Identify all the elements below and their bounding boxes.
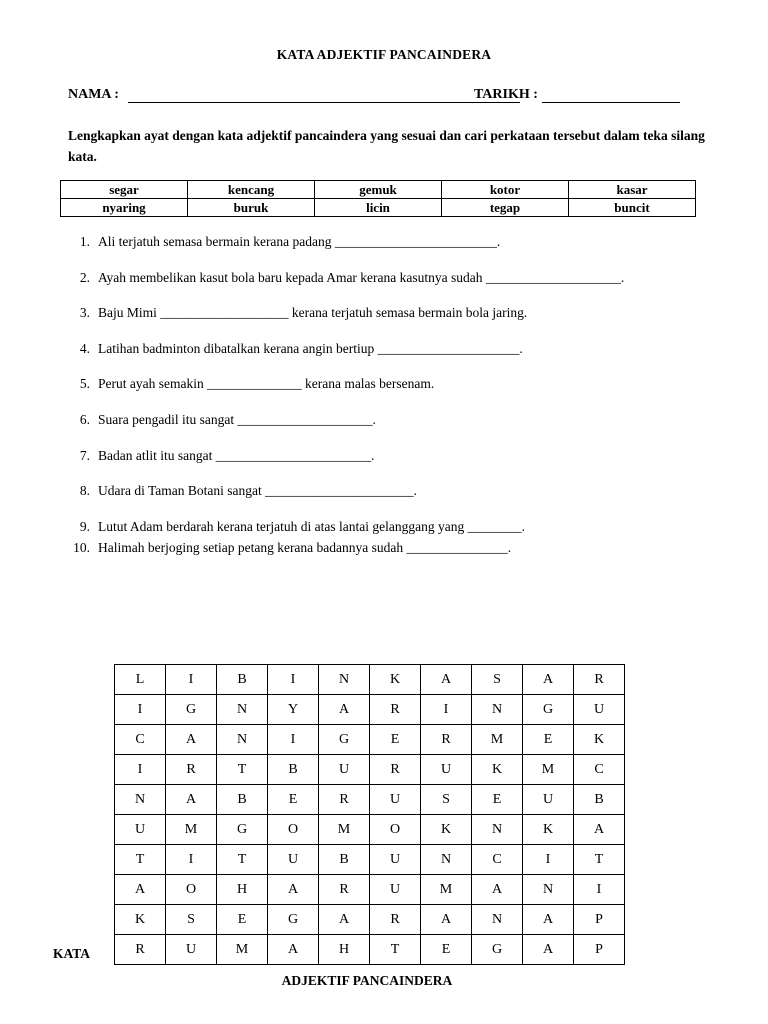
grid-cell: P bbox=[574, 905, 625, 935]
grid-cell: B bbox=[217, 785, 268, 815]
worksheet-title: KATA ADJEKTIF PANCAINDERA bbox=[276, 47, 492, 62]
question-item bbox=[60, 540, 511, 556]
grid-cell: B bbox=[319, 845, 370, 875]
grid-cell: G bbox=[523, 695, 574, 725]
grid-cell: I bbox=[523, 845, 574, 875]
question-number: 3. bbox=[79, 305, 90, 320]
grid-cell: A bbox=[166, 725, 217, 755]
grid-cell: A bbox=[523, 665, 574, 695]
grid-cell: O bbox=[370, 815, 421, 845]
grid-cell: A bbox=[166, 785, 217, 815]
question-number: 8. bbox=[79, 483, 90, 498]
grid-cell: A bbox=[319, 695, 370, 725]
grid-cell: U bbox=[166, 935, 217, 965]
grid-cell: M bbox=[217, 935, 268, 965]
grid-row bbox=[115, 935, 625, 965]
question-item bbox=[60, 483, 417, 499]
grid-cell: A bbox=[574, 815, 625, 845]
grid-cell: S bbox=[472, 665, 523, 695]
grid-cell: E bbox=[370, 725, 421, 755]
grid-cell: I bbox=[574, 875, 625, 905]
grid-cell: K bbox=[472, 755, 523, 785]
grid-cell: N bbox=[217, 725, 268, 755]
grid-cell: T bbox=[217, 845, 268, 875]
word-bank-cell: nyaring bbox=[61, 199, 188, 217]
grid-cell: R bbox=[370, 755, 421, 785]
grid-cell: M bbox=[523, 755, 574, 785]
word-bank-row bbox=[61, 181, 696, 199]
grid-cell: A bbox=[268, 875, 319, 905]
grid-row bbox=[115, 815, 625, 845]
question-number: 10. bbox=[73, 540, 90, 555]
question-item bbox=[60, 519, 525, 535]
grid-row bbox=[115, 905, 625, 935]
instruction-text: Lengkapkan ayat dengan kata adjektif pancaindera yang sesuai dan cari perkataan tersebut dalam teka silang kata. bbox=[68, 128, 705, 164]
grid-cell: T bbox=[115, 845, 166, 875]
question-text: Ayah membelikan kasut bola baru kepada Amar kerana kasutnya sudah ____________________. bbox=[98, 270, 625, 285]
word-bank-cell: tegap bbox=[442, 199, 569, 217]
grid-cell: I bbox=[268, 725, 319, 755]
grid-cell: K bbox=[574, 725, 625, 755]
grid-cell: H bbox=[217, 875, 268, 905]
question-item bbox=[60, 376, 434, 392]
question-item bbox=[60, 341, 523, 357]
question-item bbox=[60, 412, 376, 428]
grid-cell: R bbox=[319, 875, 370, 905]
grid-cell: G bbox=[268, 905, 319, 935]
grid-row bbox=[115, 665, 625, 695]
grid-cell: I bbox=[268, 665, 319, 695]
grid-cell: T bbox=[370, 935, 421, 965]
grid-cell: U bbox=[268, 845, 319, 875]
grid-cell: N bbox=[115, 785, 166, 815]
grid-cell: P bbox=[574, 935, 625, 965]
grid-cell: N bbox=[523, 875, 574, 905]
word-bank-cell: licin bbox=[315, 199, 442, 217]
question-text: Baju Mimi ___________________ kerana terjatuh semasa bermain bola jaring. bbox=[98, 305, 528, 320]
grid-cell: U bbox=[421, 755, 472, 785]
grid-cell: A bbox=[115, 875, 166, 905]
grid-cell: I bbox=[421, 695, 472, 725]
question-text: Perut ayah semakin ______________ kerana malas bersenam. bbox=[98, 376, 435, 391]
word-bank-cell: segar bbox=[61, 181, 188, 199]
grid-cell: C bbox=[574, 755, 625, 785]
grid-cell: B bbox=[217, 665, 268, 695]
grid-cell: R bbox=[370, 905, 421, 935]
grid-cell: K bbox=[370, 665, 421, 695]
grid-cell: M bbox=[421, 875, 472, 905]
grid-cell: A bbox=[319, 905, 370, 935]
name-label: NAMA : bbox=[68, 87, 119, 102]
question-text: Suara pengadil itu sangat ____________________. bbox=[98, 412, 376, 427]
grid-cell: A bbox=[421, 905, 472, 935]
grid-cell: U bbox=[115, 815, 166, 845]
grid-cell: U bbox=[370, 845, 421, 875]
grid-cell: R bbox=[421, 725, 472, 755]
name-blank-line bbox=[128, 102, 520, 103]
question-item bbox=[60, 270, 624, 286]
date-label: TARIKH : bbox=[474, 87, 538, 102]
question-text: Badan atlit itu sangat _______________________. bbox=[98, 448, 375, 463]
word-bank-row bbox=[61, 199, 696, 217]
grid-cell: B bbox=[574, 785, 625, 815]
grid-cell: G bbox=[217, 815, 268, 845]
grid-cell: B bbox=[268, 755, 319, 785]
grid-row bbox=[115, 725, 625, 755]
grid-cell: R bbox=[574, 665, 625, 695]
grid-row bbox=[115, 785, 625, 815]
grid-cell: A bbox=[268, 935, 319, 965]
word-bank-cell: kotor bbox=[442, 181, 569, 199]
grid-cell: N bbox=[217, 695, 268, 725]
grid-row bbox=[115, 845, 625, 875]
grid-cell: K bbox=[421, 815, 472, 845]
question-number: 6. bbox=[79, 412, 90, 427]
grid-cell: N bbox=[472, 905, 523, 935]
question-text: Halimah berjoging setiap petang kerana badannya sudah _______________. bbox=[98, 540, 512, 555]
grid-cell: N bbox=[472, 815, 523, 845]
word-search-grid bbox=[114, 664, 625, 965]
grid-cell: T bbox=[574, 845, 625, 875]
grid-cell: N bbox=[421, 845, 472, 875]
date-blank-line bbox=[542, 102, 680, 103]
question-item bbox=[60, 234, 500, 250]
grid-cell: K bbox=[115, 905, 166, 935]
grid-cell: Y bbox=[268, 695, 319, 725]
grid-cell: E bbox=[472, 785, 523, 815]
grid-cell: E bbox=[421, 935, 472, 965]
grid-cell: L bbox=[115, 665, 166, 695]
question-text: Udara di Taman Botani sangat ______________________. bbox=[98, 483, 418, 498]
grid-cell: N bbox=[319, 665, 370, 695]
grid-cell: G bbox=[166, 695, 217, 725]
grid-cell: M bbox=[166, 815, 217, 845]
grid-cell: I bbox=[115, 695, 166, 725]
question-text: Latihan badminton dibatalkan kerana angin bertiup _____________________. bbox=[98, 341, 523, 356]
grid-cell: N bbox=[472, 695, 523, 725]
grid-cell: A bbox=[523, 935, 574, 965]
grid-cell: U bbox=[574, 695, 625, 725]
grid-cell: I bbox=[115, 755, 166, 785]
grid-cell: R bbox=[370, 695, 421, 725]
footer-kata-label: KATA bbox=[53, 946, 90, 961]
question-text: Lutut Adam berdarah kerana terjatuh di atas lantai gelanggang yang ________. bbox=[98, 519, 525, 534]
grid-cell: G bbox=[472, 935, 523, 965]
word-bank-cell: kasar bbox=[569, 181, 696, 199]
grid-cell: R bbox=[115, 935, 166, 965]
grid-cell: R bbox=[166, 755, 217, 785]
grid-cell: S bbox=[421, 785, 472, 815]
word-bank-table bbox=[60, 180, 696, 217]
grid-cell: U bbox=[319, 755, 370, 785]
grid-cell: O bbox=[268, 815, 319, 845]
word-bank-cell: kencang bbox=[188, 181, 315, 199]
grid-cell: M bbox=[319, 815, 370, 845]
grid-cell: S bbox=[166, 905, 217, 935]
question-number: 2. bbox=[79, 270, 90, 285]
grid-cell: T bbox=[217, 755, 268, 785]
grid-row bbox=[115, 695, 625, 725]
question-item bbox=[60, 305, 527, 321]
word-bank-cell: buruk bbox=[188, 199, 315, 217]
grid-cell: I bbox=[166, 845, 217, 875]
grid-cell: E bbox=[217, 905, 268, 935]
question-number: 9. bbox=[79, 519, 90, 534]
grid-cell: H bbox=[319, 935, 370, 965]
question-number: 7. bbox=[79, 448, 90, 463]
grid-cell: G bbox=[319, 725, 370, 755]
grid-cell: M bbox=[472, 725, 523, 755]
grid-cell: K bbox=[523, 815, 574, 845]
grid-cell: U bbox=[370, 875, 421, 905]
grid-cell: U bbox=[523, 785, 574, 815]
grid-cell: A bbox=[421, 665, 472, 695]
grid-cell: O bbox=[166, 875, 217, 905]
footer-title: ADJEKTIF PANCAINDERA bbox=[281, 973, 453, 988]
question-number: 5. bbox=[79, 376, 90, 391]
question-number: 1. bbox=[79, 234, 90, 249]
grid-cell: A bbox=[472, 875, 523, 905]
question-number: 4. bbox=[79, 341, 90, 356]
word-bank-cell: gemuk bbox=[315, 181, 442, 199]
question-text: Ali terjatuh semasa bermain kerana padang ________________________. bbox=[98, 234, 501, 249]
grid-row bbox=[115, 875, 625, 905]
grid-cell: C bbox=[472, 845, 523, 875]
grid-row bbox=[115, 755, 625, 785]
grid-cell: E bbox=[268, 785, 319, 815]
grid-cell: I bbox=[166, 665, 217, 695]
grid-cell: A bbox=[523, 905, 574, 935]
question-item bbox=[60, 448, 374, 464]
word-bank-cell: buncit bbox=[569, 199, 696, 217]
grid-cell: E bbox=[523, 725, 574, 755]
grid-cell: C bbox=[115, 725, 166, 755]
grid-cell: R bbox=[319, 785, 370, 815]
grid-cell: U bbox=[370, 785, 421, 815]
